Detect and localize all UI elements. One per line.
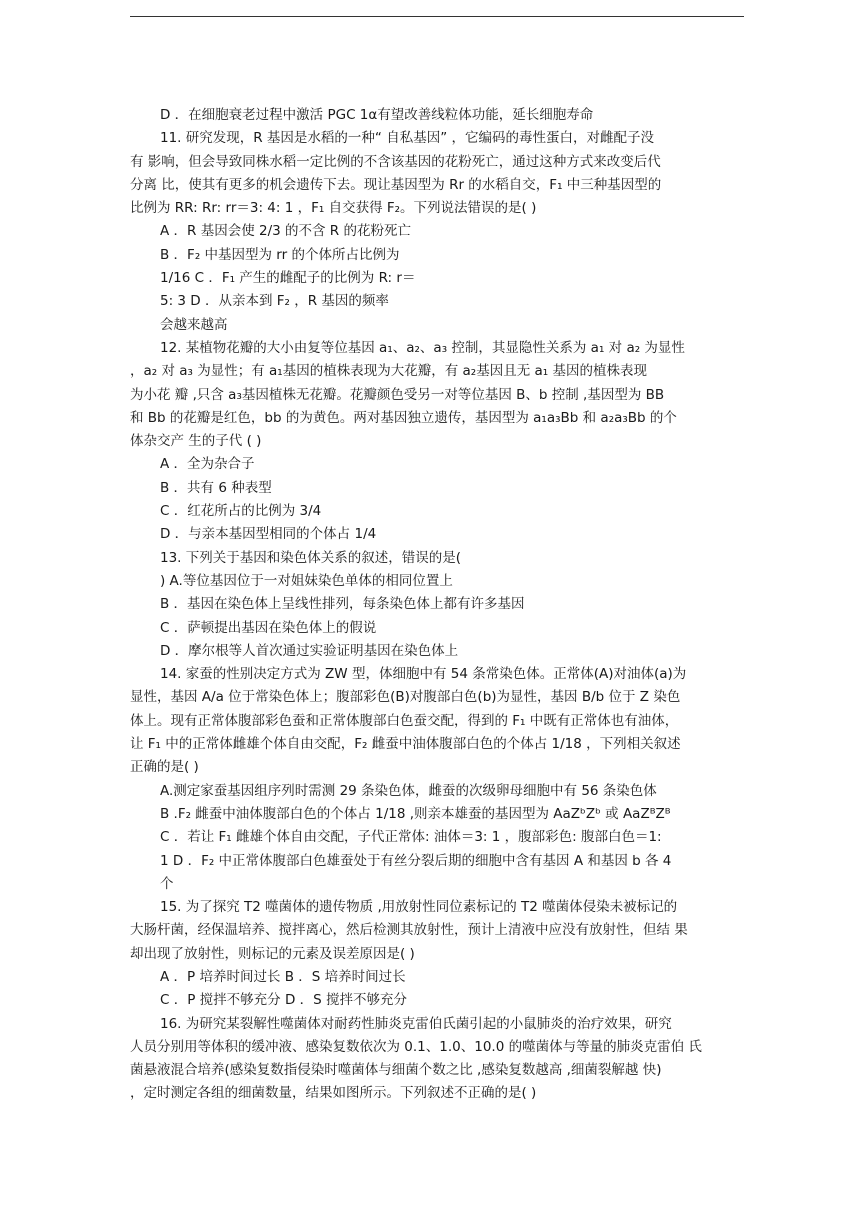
question-12-line-3: 为小花 瓣 ,只含 a₃基因植株无花瓣。花瓣颜色受另一对等位基因 B、b 控制 ,基因型为 BB	[130, 386, 665, 403]
question-15-line-2: 大肠杆菌，经保温培养、搅拌离心，然后检测其放射性，预计上清液中应没有放射性，但结 果	[130, 922, 688, 939]
q14-option-d: 1 D ．F₂ 中正常体腹部白色雄蚕处于有丝分裂后期的细胞中含有基因 A 和基因 b 各 4	[160, 852, 672, 869]
q15-options-ab: A ．P 培养时间过长 B ．S 培养时间过长	[160, 968, 406, 985]
option-d-q10: D ．在细胞衰老过程中激活 PGC 1α有望改善线粒体功能，延长细胞寿命	[160, 107, 594, 123]
question-12-line-1: 12. 某植物花瓣的大小由复等位基因 a₁、a₂、a₃ 控制，其显隐性关系为 a₁ 对 a₂ 为显性	[160, 339, 685, 356]
q13-option-c: C ．萨顿提出基因在染色体上的假说	[160, 619, 377, 636]
q11-option-c: 1/16 C ．F₁ 产生的雌配子的比例为 R: r＝	[160, 270, 416, 287]
question-11-line-2: 有 影响，但会导致同株水稻一定比例的不含该基因的花粉死亡，通过这种方式来改变后代	[130, 153, 661, 170]
question-16-line-2: 人员分别用等体积的缓冲液、感染复数依次为 0.1、1.0、10.0 的噬菌体与等量的肺炎克雷伯 氏	[130, 1038, 702, 1055]
question-14-line-1: 14. 家蚕的性别决定方式为 ZW 型，体细胞中有 54 条常染色体。正常体(A)对油体(a)为	[160, 666, 687, 683]
question-13-line-1: 13. 下列关于基因和染色体关系的叙述，错误的是(	[160, 549, 462, 566]
question-16-line-3: 菌悬液混合培养(感染复数指侵染时噬菌体与细菌个数之比 ,感染复数越高 ,细菌裂解越 快)	[130, 1062, 662, 1079]
q14-option-a: A.测定家蚕基因组序列时需测 29 条染色体，雌蚕的次级卵母细胞中有 56 条染色体	[160, 782, 657, 799]
q13-option-d: D ．摩尔根等人首次通过实验证明基因在染色体上	[160, 642, 459, 659]
q12-option-d: D ．与亲本基因型相同的个体占 1/4	[160, 526, 377, 543]
question-14-line-3: 体上。现有正常体腹部彩色蚕和正常体腹部白色蚕交配，得到的 F₁ 中既有正常体也有油体，	[130, 712, 679, 729]
question-12-line-4: 和 Bb 的花瓣是红色，bb 的为黄色。两对基因独立遗传，基因型为 a₁a₃Bb 和 a₂a₃Bb 的个	[130, 409, 677, 426]
question-15-line-3: 却出现了放射性，则标记的元素及误差原因是( )	[130, 945, 415, 962]
question-14-line-5: 正确的是( )	[130, 759, 199, 776]
q11-option-a: A ．R 基因会使 2/3 的不含 R 的花粉死亡	[160, 223, 411, 240]
q11-option-b: B ．F₂ 中基因型为 rr 的个体所占比例为	[160, 246, 400, 263]
q13-option-a: ) A.等位基因位于一对姐妹染色单体的相同位置上	[160, 572, 453, 589]
q14-option-c: C ．若让 F₁ 雌雄个体自由交配，子代正常体: 油体＝3: 1 ，腹部彩色: 腹部白色＝1:	[160, 829, 662, 846]
q14-option-b: B .F₂ 雌蚕中油体腹部白色的个体占 1/18 ,则亲本雄蚕的基因型为 AaZᵇZᵇ 或 AaZᴮZᴮ	[160, 805, 671, 822]
q11-option-d: 5: 3 D ．从亲本到 F₂ ，R 基因的频率	[160, 293, 389, 310]
question-11-line-1: 11. 研究发现，R 基因是水稻的一种“ 自私基因” ，它编码的毒性蛋白，对雌配子没	[160, 130, 655, 147]
q15-options-cd: C ．P 搅拌不够充分 D ．S 搅拌不够充分	[160, 992, 407, 1009]
question-12-line-5: 体杂交产 生的子代 ( )	[130, 433, 262, 450]
question-15-line-1: 15. 为了探究 T2 噬菌体的遗传物质 ,用放射性同位素标记的 T2 噬菌体侵染未被标记的	[160, 899, 678, 916]
header-rule	[130, 16, 744, 17]
q12-option-b: B ．共有 6 种表型	[160, 479, 272, 496]
question-11-line-3: 分离 比，使其有更多的机会遗传下去。现让基因型为 Rr 的水稻自交，F₁ 中三种基因型的	[130, 176, 662, 193]
question-14-line-2: 显性，基因 A/a 位于常染色体上；腹部彩色(B)对腹部白色(b)为显性，基因 B/b 位于 Z 染色	[130, 689, 681, 706]
question-11-line-4: 比例为 RR: Rr: rr＝3: 4: 1 ，F₁ 自交获得 F₂。下列说法错误的是( )	[130, 200, 537, 217]
q12-option-c: C ．红花所占的比例为 3/4	[160, 503, 322, 520]
question-12-line-2: ，a₂ 对 a₃ 为显性；有 a₁基因的植株表现为大花瓣，有 a₂基因且无 a₁ 基因的植株表现	[130, 363, 647, 380]
q14-option-d-cont: 个	[160, 875, 174, 892]
document-body	[130, 104, 744, 1106]
q11-option-d-cont: 会越来越高	[160, 316, 228, 333]
q12-option-a: A ．全为杂合子	[160, 456, 255, 473]
question-14-line-4: 让 F₁ 中的正常体雌雄个体自由交配，F₂ 雌蚕中油体腹部白色的个体占 1/18 ，下列相关叙述	[130, 736, 681, 753]
q13-option-b: B ．基因在染色体上呈线性排列，每条染色体上都有许多基因	[160, 596, 525, 613]
question-16-line-4: ，定时测定各组的细菌数量，结果如图所示。下列叙述不正确的是( )	[130, 1085, 537, 1102]
question-16-line-1: 16. 为研究某裂解性噬菌体对耐药性肺炎克雷伯氏菌引起的小鼠肺炎的治疗效果，研究	[160, 1015, 672, 1032]
